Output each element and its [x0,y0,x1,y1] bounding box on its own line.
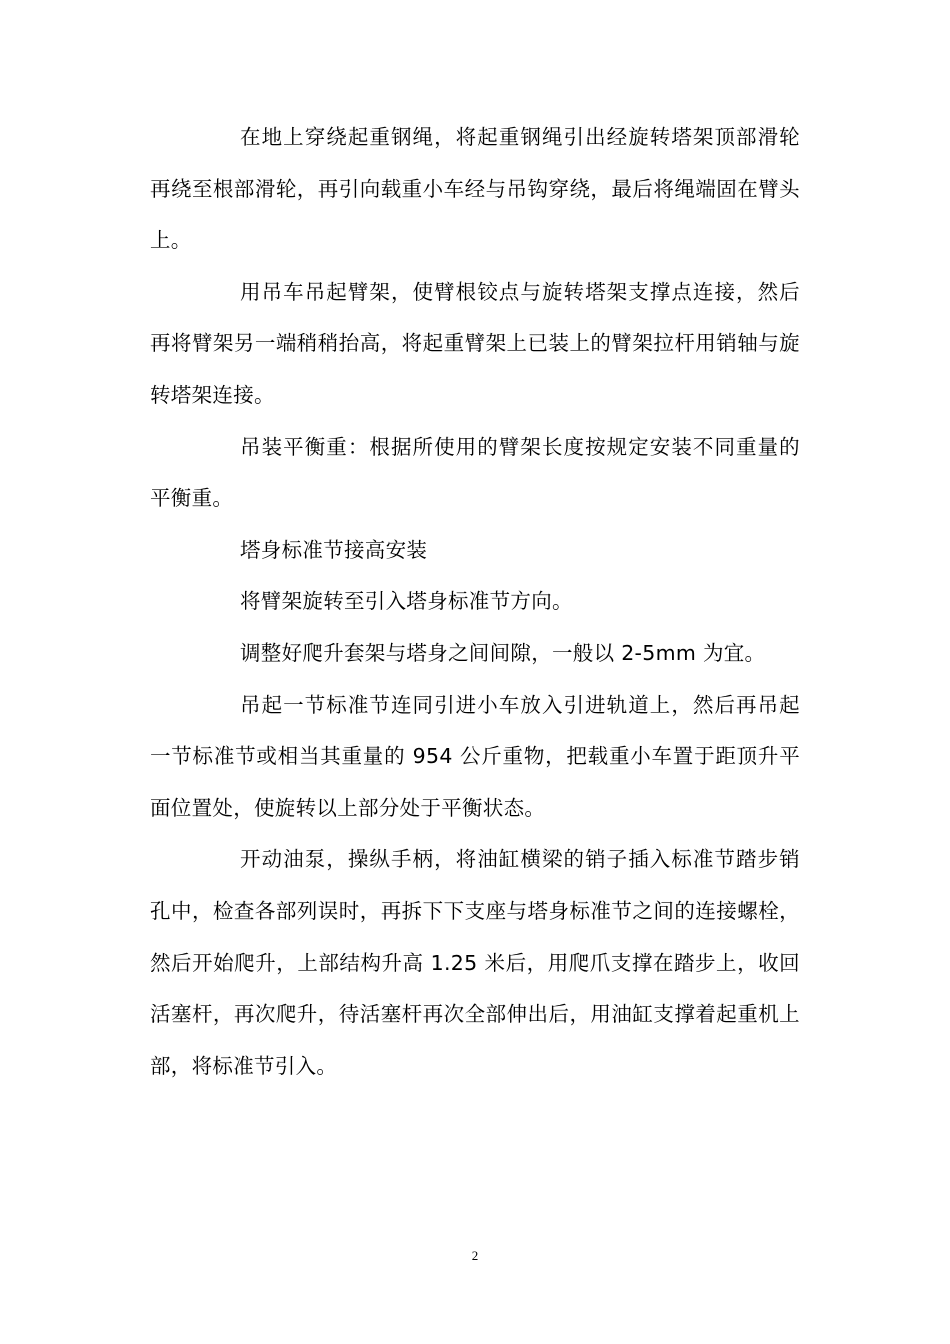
paragraph-boom-rotate: 将臂架旋转至引入塔身标准节方向。 [240,589,573,614]
paragraph-balance: 吊起一节标准节连同引进小车放入引进轨道上，然后再吊起一节标准节或相当其重量的 954 公斤重物，把载重小车置于距顶升平面位置处，使旋转以上部分处于平衡状态。 [150,692,800,820]
paragraph-rope-threading: 在地上穿绕起重钢绳，将起重钢绳引出经旋转塔架顶部滑轮再绕至根部滑轮，再引向载重小车经与吊钩穿绕，最后将绳端固在臂头上。 [150,125,800,253]
body-text [150,112,800,1092]
paragraph-counterweight: 吊装平衡重：根据所使用的臂架长度按规定安装不同重量的平衡重。 [150,434,800,511]
paragraph-boom-lifting: 用吊车吊起臂架，使臂根铰点与旋转塔架支撑点连接，然后再将臂架另一端稍稍抬高，将起重臂架上已装上的臂架拉杆用销轴与旋转塔架连接。 [150,279,800,407]
page-number: 2 [471,1248,479,1263]
section-heading-mast-section: 塔身标准节接高安装 [240,537,428,562]
paragraph-clearance: 调整好爬升套架与塔身之间间隙，一般以 2-5mm 为宜。 [240,640,766,665]
paragraph-climbing: 开动油泵，操纵手柄，将油缸横梁的销子插入标准节踏步销孔中，检查各部列误时，再拆下下支座与塔身标准节之间的连接螺栓，然后开始爬升，上部结构升高 1.25 米后，用爬爪支撑在踏步上，收回活塞杆，再次爬升，待活塞杆再次全部伸出后，用油缸支撑着起重机上部，将标准节引入。 [150,847,800,1078]
